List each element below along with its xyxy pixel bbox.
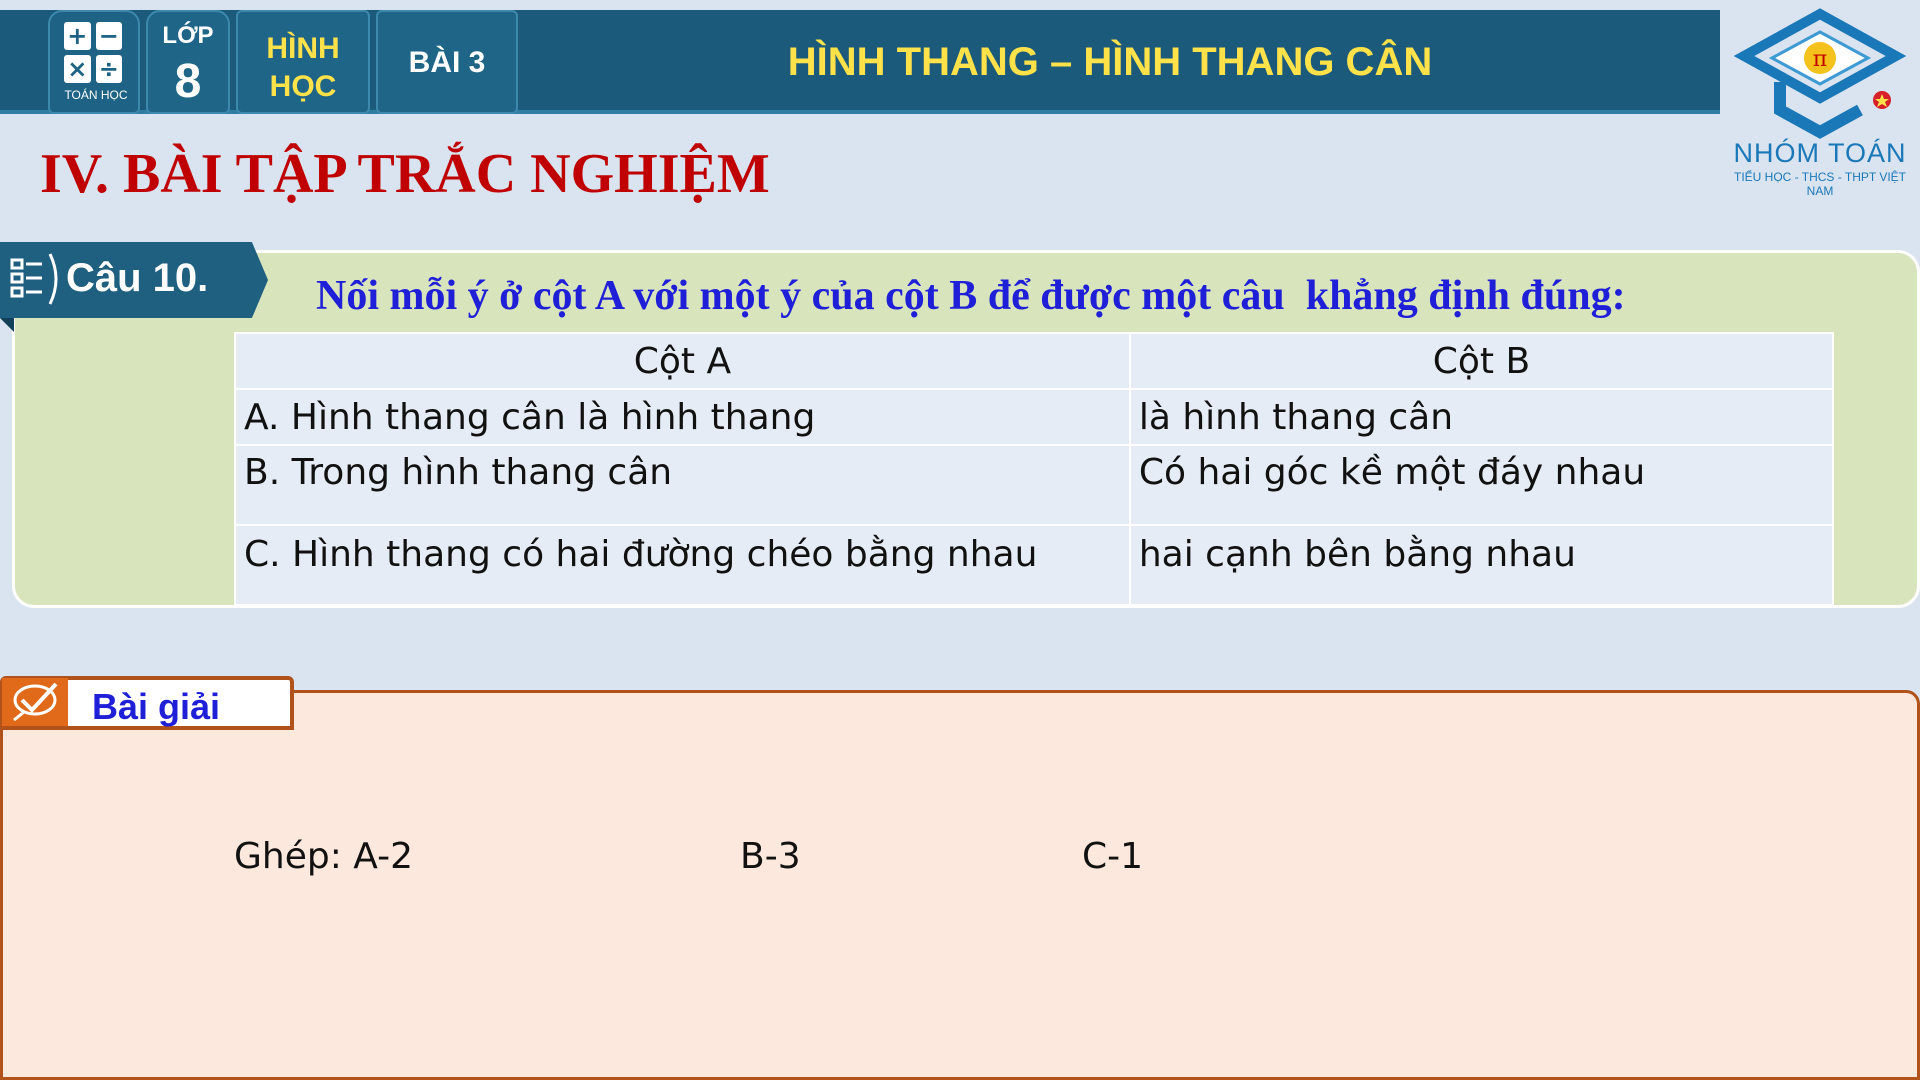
pi-symbol: π [1812, 47, 1828, 72]
section-heading: IV. BÀI TẬP TRẮC NGHIỆM [40, 143, 770, 205]
times-icon: × [64, 55, 91, 83]
answer-c: C-1 [1082, 836, 1144, 877]
solution-panel [0, 690, 1920, 1080]
brand-subtitle: TIỂU HỌC - THCS - THPT VIỆT NAM [1733, 170, 1906, 198]
subject-line-1: HÌNH [266, 32, 340, 65]
column-a-header: Cột A [235, 333, 1130, 389]
table-cell-b: là hình thang cân [1130, 389, 1833, 445]
grade-badge [146, 10, 230, 114]
table-cell-a: C. Hình thang có hai đường chéo bằng nhau [235, 525, 1130, 605]
math-logo [48, 10, 140, 114]
table-cell-b: hai cạnh bên bằng nhau [1130, 525, 1833, 605]
minus-icon: − [96, 22, 123, 50]
lesson-badge [376, 10, 518, 114]
grade-label: LỚP [162, 22, 214, 49]
check-circle-icon [2, 678, 68, 726]
table-cell-a: B. Trong hình thang cân [235, 445, 1130, 525]
grade-number: 8 [174, 55, 202, 108]
subject-badge [236, 10, 370, 114]
solution-label: Bài giải [92, 686, 221, 727]
calculator-icon [64, 22, 122, 83]
subject-label [238, 30, 368, 106]
table-cell-b: Có hai góc kề một đáy nhau [1130, 445, 1833, 525]
table-row [235, 389, 1833, 445]
plus-icon: + [64, 22, 91, 50]
question-tag-fold [0, 318, 14, 332]
question-instruction: Nối mỗi ý ở cột A với một ý của cột B để được một câu khẳng định đúng: [316, 273, 1626, 319]
brand-name: NHÓM TOÁN [1733, 138, 1907, 168]
answer-a: Ghép: A-2 [234, 836, 414, 877]
lesson-title: HÌNH THANG – HÌNH THANG CÂN [787, 39, 1433, 84]
checklist-icon [6, 250, 64, 308]
table-row [235, 525, 1833, 605]
matching-table [234, 332, 1834, 606]
logo-caption: TOÁN HỌC [64, 88, 128, 102]
column-b-header: Cột B [1130, 333, 1833, 389]
question-label: Câu 10. [66, 256, 209, 300]
table-header-row [235, 333, 1833, 389]
subject-line-2: HỌC [269, 70, 337, 103]
lesson-label: BÀI 3 [408, 46, 486, 79]
table-cell-a: A. Hình thang cân là hình thang [235, 389, 1130, 445]
answer-b: B-3 [740, 836, 801, 877]
table-row [235, 445, 1833, 525]
divide-icon: ÷ [96, 55, 123, 83]
